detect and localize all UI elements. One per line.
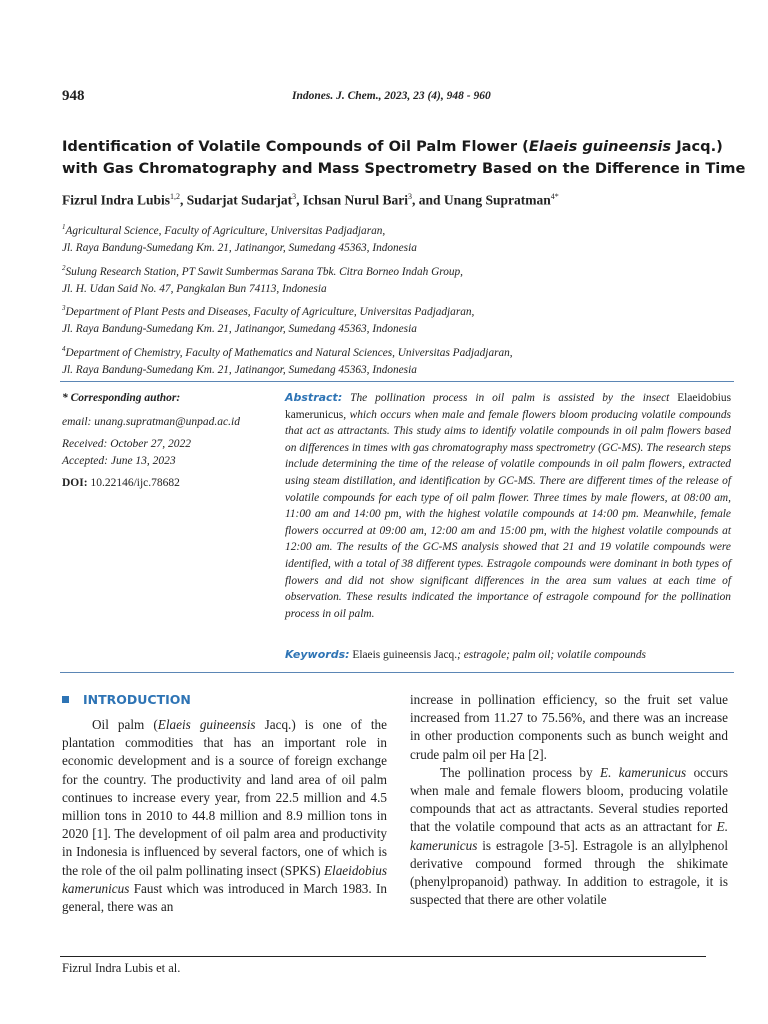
footer-author: Fizrul Indra Lubis et al. — [62, 961, 181, 975]
keywords-label: Keywords: — [285, 648, 350, 661]
affiliation-line: Agricultural Science, Faculty of Agriculture, Universitas Padjadjaran, — [65, 224, 386, 237]
paragraph-text: is estragole [3-5]. Estragole is an allylphenol derivative compound formed through the shikimate (phenylpropanoid) pathway. In addition to estragole, it is suspected that there are other volatile — [410, 837, 728, 908]
section-heading-text: INTRODUCTION — [83, 692, 191, 707]
page-number: 948 — [62, 88, 85, 104]
author-separator: , — [296, 192, 303, 208]
paragraph: increase in pollination efficiency, so the fruit set value increased from 11.27 to 75.56%, and there was an increase in other production components such as bunch weight and crude palm oil per Ha [2]. — [410, 692, 728, 762]
title-line-2: with Gas Chromatography and Mass Spectrometry Based on the Difference in Time — [62, 160, 746, 177]
affiliation-line: Department of Chemistry, Faculty of Mathematics and Natural Sciences, Universitas Padjadjaran, — [65, 346, 513, 359]
keyword-list: ; estragole; palm oil; volatile compounds — [457, 649, 646, 661]
affiliation-4 — [62, 341, 513, 378]
keyword-species: Elaeis guineensis Jacq. — [349, 649, 458, 661]
affiliation-mark: 4 — [62, 345, 66, 353]
author-name: Unang Supratman — [443, 192, 551, 208]
insect-name: E. kamerunicus — [600, 764, 687, 780]
insect-name: Elaeidobius kamerunicus — [62, 862, 387, 896]
abstract-label: Abstract: — [285, 391, 343, 404]
author-affiliation-mark: 4* — [550, 192, 559, 201]
accepted-date: Accepted: June 13, 2023 — [62, 454, 176, 467]
divider-middle — [60, 672, 734, 673]
affiliation-address: Jl. Raya Bandung-Sumedang Km. 21, Jatinangor, Sumedang 45363, Indonesia — [62, 241, 417, 254]
article-title — [62, 136, 746, 180]
paragraph — [62, 716, 387, 916]
email-link[interactable]: email: unang.supratman@unpad.ac.id — [62, 415, 240, 428]
paragraph-text: occurs when male and female flowers bloom, producing volatile compounds that act as attractants. Several studies reported that the volatile compound that acts as an attractant for — [410, 764, 728, 835]
divider-top — [60, 381, 734, 382]
journal-citation: Indones. J. Chem., 2023, 23 (4), 948 - 960 — [292, 90, 491, 102]
affiliation-mark: 1 — [62, 223, 66, 231]
author-separator: , and — [411, 192, 444, 208]
footer-divider — [60, 956, 706, 957]
section-heading-introduction — [62, 692, 191, 707]
square-bullet-icon — [62, 696, 69, 703]
paragraph-text: Jacq.) is one of the plantation commodities that has an important role in economic development and is a source of foreign exchange for the country. The productivity and land area of oil palm continues to increase every year, from 22.5 million and 4.5 million tons in 2010 to 44.8 million and 8.9 million tons in 2020 [1]. The development of oil palm area and productivity in Indonesia is influenced by several factors, one of which is the role of the oil palm pollinating insect (SPKS) — [62, 717, 387, 878]
affiliation-3 — [62, 300, 474, 337]
author-separator: , — [180, 192, 187, 208]
title-species: Elaeis guineensis — [528, 138, 672, 155]
abstract — [285, 390, 731, 622]
affiliation-mark: 2 — [62, 264, 66, 272]
doi-label: DOI: — [62, 477, 88, 489]
keywords — [285, 648, 731, 661]
title-text-a: Identification of Volatile Compounds of Oil Palm Flower ( — [62, 138, 529, 155]
received-date: Received: October 27, 2022 — [62, 438, 192, 450]
author-name: Sudarjat Sudarjat — [186, 192, 293, 208]
abstract-text-a: The pollination process in oil palm is assisted by the insect — [342, 392, 678, 404]
body-column-left — [62, 716, 387, 916]
insect-name: E. kamerunicus — [410, 819, 728, 853]
doi-link[interactable]: 10.22146/ijc.78682 — [87, 477, 180, 489]
author-affiliation-mark: 1,2 — [170, 192, 181, 201]
affiliation-1 — [62, 219, 417, 256]
article-info — [62, 390, 272, 492]
paragraph-text: Faust which was introduced in March 1983. In general, there was an — [62, 880, 387, 915]
affiliation-address: Jl. Raya Bandung-Sumedang Km. 21, Jatinangor, Sumedang 45363, Indonesia — [62, 363, 417, 376]
author-affiliation-mark: 3 — [292, 192, 297, 201]
affiliation-address: Jl. H. Udan Said No. 47, Pangkalan Bun 74113, Indonesia — [62, 282, 327, 295]
abstract-text-b: , which occurs when male and female flowers bloom producing volatile compounds that act as attractants. This study aims to identify volatile compounds in oil palm flowers based on differences in times with gas chromatography mass spectrometry (GC-MS). The research steps include determining the time of the release of volatile compounds in oil palm flowers, extracted using steam distillation, and identification by GC-MS. There are different times of the release of volatile compounds for each type of oil palm flower. Three times by male flowers, at 08:00 am, 11:00 am and 14:00 pm, with the highest volatile compounds at 14:00 pm. Meanwhile, female flowers occurred at 09:00 am, 12:00 am and 15:00 pm, with the highest volatile compounds at 12:00 am. The results of the GC-MS analysis showed that 21 and 19 volatile compounds were identified, with a total of 38 different types. Estragole compounds were dominant in both types of flowers and did not show significant differences in the area sum values at each time of observation. These results indicated the importance of estragole compound for the pollination process in oil palm. — [285, 408, 731, 620]
abstract-insect-name: Elaeidobius kamerunicus — [285, 392, 731, 421]
paragraph-text: The pollination process by — [440, 764, 601, 780]
affiliation-2 — [62, 260, 463, 297]
affiliation-line: Sulung Research Station, PT Sawit Sumbermas Sarana Tbk. Citra Borneo Indah Group, — [65, 265, 463, 278]
title-line-1 — [62, 136, 723, 158]
author-name: Fizrul Indra Lubis — [62, 192, 171, 208]
paragraph — [410, 764, 728, 910]
corresponding-author-label: * Corresponding author: — [62, 392, 181, 404]
author-affiliation-mark: 3 — [407, 192, 412, 201]
affiliation-mark: 3 — [62, 304, 66, 312]
doi-line — [62, 475, 272, 492]
author-list — [62, 192, 559, 209]
affiliation-address: Jl. Raya Bandung-Sumedang Km. 21, Jatinangor, Sumedang 45363, Indonesia — [62, 322, 417, 335]
title-text-b: Jacq.) — [671, 138, 723, 155]
body-column-right — [410, 691, 728, 909]
species-name: Elaeis guineensis — [157, 717, 256, 732]
author-name: Ichsan Nurul Bari — [302, 192, 408, 208]
paragraph-text: Oil palm ( — [92, 717, 158, 732]
affiliation-line: Department of Plant Pests and Diseases, Faculty of Agriculture, Universitas Padjadjaran, — [65, 305, 475, 318]
